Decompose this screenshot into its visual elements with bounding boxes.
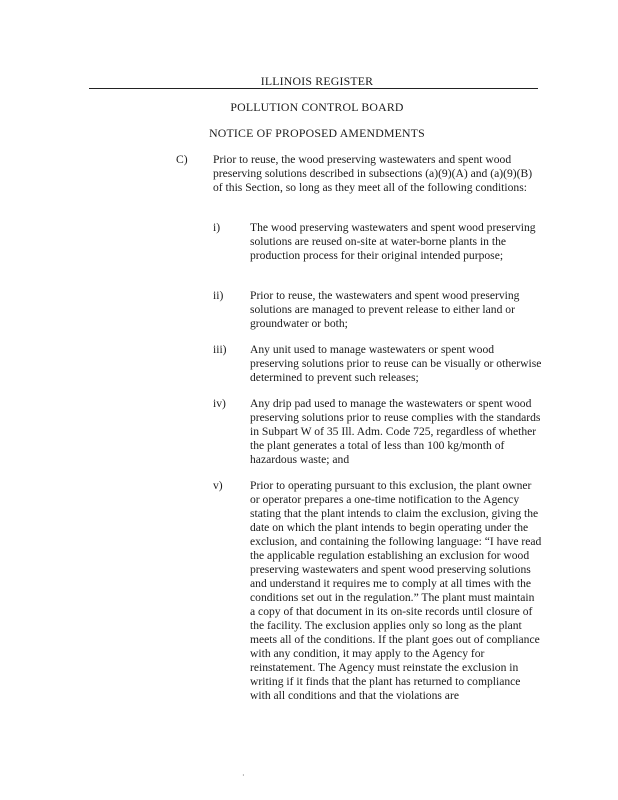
item-c-text: Prior to reuse, the wood preserving wastewaters and spent wood preserving solutions described in subsections (a)(9)(A) and (a)(9)(B) of this Section, so long as they meet all of the following conditions: — [213, 153, 533, 194]
register-title: ILLINOIS REGISTER — [260, 74, 374, 88]
header-rule — [89, 88, 538, 89]
subitem-v-marker: v) — [213, 479, 223, 492]
subitem-iv-marker: iv) — [213, 397, 226, 410]
subitem-i-text: The wood preserving wastewaters and spent wood preserving solutions are reused on-site at water-borne plants in the production process for their original intended purpose; — [250, 221, 536, 262]
item-c-marker: C) — [176, 153, 188, 166]
subitem-iv-text: Any drip pad used to manage the wastewaters or spent wood preserving solutions prior to reuse complies with the standards in Subpart W of 35 Ill. Adm. Code 725, regardless of whether the plant generates a total of less than 100 kg/month of hazardous waste; and — [250, 397, 541, 466]
scan-speck: · — [242, 771, 245, 780]
board-title: POLLUTION CONTROL BOARD — [230, 100, 404, 114]
subitem-ii-marker: ii) — [213, 289, 224, 302]
notice-title: NOTICE OF PROPOSED AMENDMENTS — [209, 126, 425, 140]
subitem-ii-text: Prior to reuse, the wastewaters and spent wood preserving solutions are managed to prevent release to either land or groundwater or both; — [250, 289, 520, 330]
subitem-v-text: Prior to operating pursuant to this exclusion, the plant owner or operator prepares a one-time notification to the Agency stating that the plant intends to claim the exclusion, giving the date on which the plant intends to begin operating under the exclusion, and containing the following language: “I have read the applicable regulation establishing an exclusion for wood preserving wastewaters and spent wood preserving solutions and understand it requires me to comply at all times with the conditions set out in the regulation.” The plant must maintain a copy of that document in its on-site records until closure of the facility. The exclusion applies only so long as the plant meets all of the conditions. If the plant goes out of compliance with any condition, it may apply to the Agency for reinstatement. The Agency must reinstate the exclusion in writing if it finds that the plant has returned to compliance with all conditions and that the violations are — [250, 479, 542, 702]
subitem-iii-marker: iii) — [213, 343, 227, 356]
subitem-i-marker: i) — [213, 221, 221, 234]
subitem-iii-text: Any unit used to manage wastewaters or spent wood preserving solutions prior to reuse can be visually or otherwise determined to prevent such releases; — [250, 343, 542, 384]
